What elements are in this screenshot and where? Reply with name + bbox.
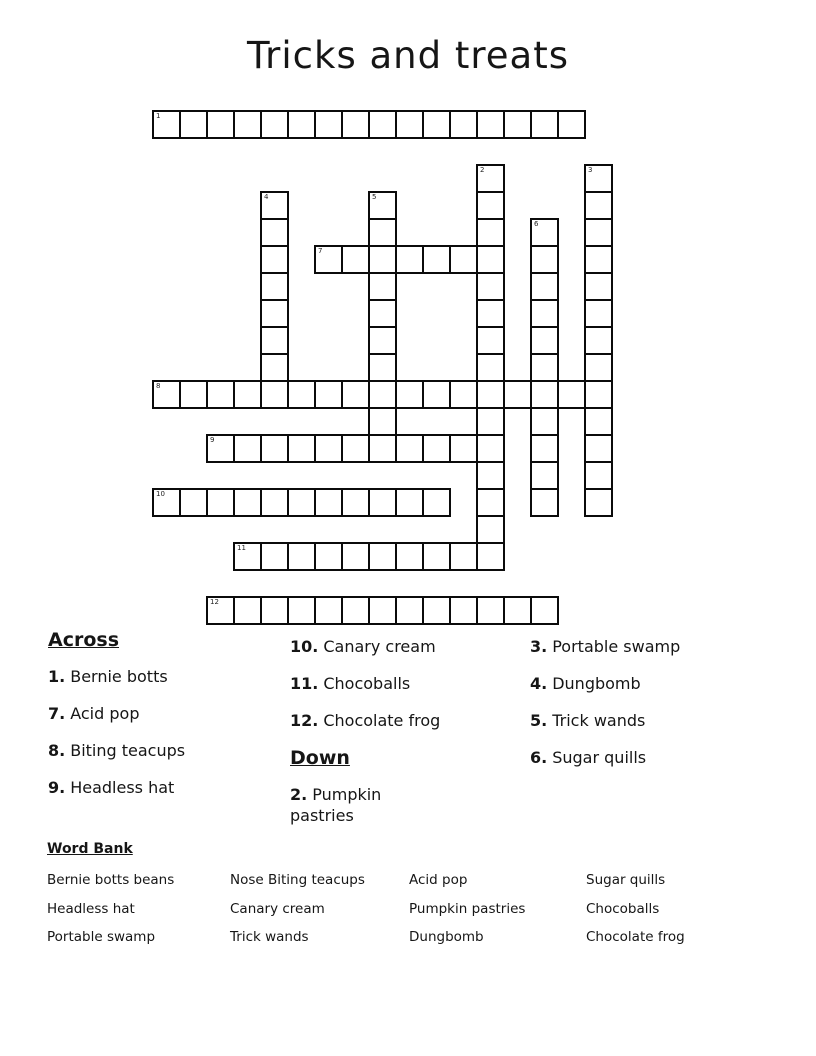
crossword-cell bbox=[476, 596, 505, 625]
crossword-cell bbox=[584, 434, 613, 463]
crossword-cell bbox=[530, 407, 559, 436]
clue-text: Biting teacups bbox=[70, 741, 186, 760]
crossword-cell bbox=[341, 542, 370, 571]
crossword-cell bbox=[584, 461, 613, 490]
crossword-cell bbox=[476, 434, 505, 463]
crossword-cell bbox=[314, 596, 343, 625]
clue-across-10 bbox=[290, 636, 495, 657]
clue-across-8 bbox=[48, 740, 283, 761]
crossword-cell bbox=[152, 488, 181, 517]
crossword-cell bbox=[476, 461, 505, 490]
word-bank-item: Bernie botts beans bbox=[47, 872, 175, 888]
crossword-cell bbox=[341, 488, 370, 517]
crossword-cell bbox=[503, 596, 532, 625]
crossword-cell bbox=[179, 110, 208, 139]
clue-text: Canary cream bbox=[323, 637, 436, 656]
word-bank-item: Headless hat bbox=[47, 900, 135, 917]
cell-number-label: 11 bbox=[237, 544, 246, 552]
crossword-cell bbox=[530, 326, 559, 355]
clue-text: Sugar quills bbox=[552, 748, 647, 767]
clue-across-7 bbox=[48, 703, 283, 724]
crossword-cell bbox=[206, 596, 235, 625]
crossword-cell bbox=[368, 191, 397, 220]
clue-number: 4. bbox=[530, 674, 548, 693]
crossword-cell bbox=[260, 596, 289, 625]
clue-text: Acid pop bbox=[70, 704, 140, 723]
crossword-cell bbox=[395, 488, 424, 517]
crossword-cell bbox=[449, 110, 478, 139]
crossword-cell bbox=[395, 110, 424, 139]
crossword-cell bbox=[179, 488, 208, 517]
crossword-cell bbox=[233, 110, 262, 139]
word-bank-column bbox=[409, 866, 586, 952]
clue-text: Dungbomb bbox=[552, 674, 641, 693]
word-bank-column bbox=[230, 866, 409, 952]
word-bank-item: Canary cream bbox=[230, 900, 325, 917]
crossword-cell bbox=[476, 542, 505, 571]
crossword-grid bbox=[152, 110, 613, 625]
cell-number-label: 3 bbox=[588, 166, 593, 174]
word-bank bbox=[47, 841, 777, 952]
clue-text: Chocoballs bbox=[323, 674, 411, 693]
crossword-cell bbox=[530, 434, 559, 463]
cell-number-label: 1 bbox=[156, 112, 161, 120]
crossword-cell bbox=[233, 434, 262, 463]
crossword-cell bbox=[368, 272, 397, 301]
crossword-cell bbox=[584, 326, 613, 355]
crossword-cell bbox=[476, 488, 505, 517]
crossword-cell bbox=[476, 245, 505, 274]
crossword-cell bbox=[557, 380, 586, 409]
crossword-cell bbox=[476, 380, 505, 409]
crossword-cell bbox=[368, 488, 397, 517]
crossword-cell bbox=[233, 488, 262, 517]
crossword-cell bbox=[395, 380, 424, 409]
crossword-cell bbox=[314, 380, 343, 409]
cell-number-label: 6 bbox=[534, 220, 539, 228]
crossword-cell bbox=[584, 353, 613, 382]
crossword-cell bbox=[368, 407, 397, 436]
cell-number-label: 2 bbox=[480, 166, 485, 174]
crossword-cell bbox=[260, 191, 289, 220]
crossword-cell bbox=[476, 164, 505, 193]
crossword-cell bbox=[368, 542, 397, 571]
crossword-cell bbox=[530, 299, 559, 328]
crossword-cell bbox=[314, 434, 343, 463]
crossword-cell bbox=[530, 110, 559, 139]
crossword-cell bbox=[152, 380, 181, 409]
clue-down-6 bbox=[530, 747, 790, 768]
crossword-cell bbox=[206, 380, 235, 409]
word-bank-column bbox=[586, 866, 777, 952]
down-heading: Down bbox=[290, 747, 350, 769]
crossword-cell bbox=[476, 218, 505, 247]
clue-number: 1. bbox=[48, 667, 66, 686]
crossword-cell bbox=[584, 407, 613, 436]
word-bank-heading: Word Bank bbox=[47, 841, 133, 857]
crossword-cell bbox=[530, 596, 559, 625]
crossword-cell bbox=[584, 272, 613, 301]
cell-number-label: 12 bbox=[210, 598, 219, 606]
cell-number-label: 8 bbox=[156, 382, 161, 390]
crossword-cell bbox=[476, 272, 505, 301]
crossword-cell bbox=[314, 245, 343, 274]
crossword-cell bbox=[260, 434, 289, 463]
crossword-cell bbox=[584, 488, 613, 517]
clue-number: 5. bbox=[530, 711, 548, 730]
clue-number: 7. bbox=[48, 704, 66, 723]
crossword-cell bbox=[422, 488, 451, 517]
crossword-cell bbox=[368, 380, 397, 409]
clue-across-9 bbox=[48, 777, 283, 798]
clue-number: 11. bbox=[290, 674, 319, 693]
crossword-cell bbox=[530, 461, 559, 490]
clue-across-1 bbox=[48, 666, 283, 687]
clue-down-4 bbox=[530, 673, 790, 694]
word-bank-item: Sugar quills bbox=[586, 872, 666, 888]
crossword-cell bbox=[476, 326, 505, 355]
crossword-cell bbox=[530, 272, 559, 301]
crossword-cell bbox=[206, 434, 235, 463]
clue-text: Headless hat bbox=[70, 778, 175, 797]
crossword-cell bbox=[260, 326, 289, 355]
crossword-cell bbox=[422, 110, 451, 139]
clue-number: 10. bbox=[290, 637, 319, 656]
crossword-cell bbox=[233, 596, 262, 625]
crossword-cell bbox=[449, 542, 478, 571]
word-bank-item: Pumpkin pastries bbox=[409, 900, 526, 917]
crossword-cell bbox=[530, 380, 559, 409]
crossword-cell bbox=[449, 245, 478, 274]
crossword-cell bbox=[449, 380, 478, 409]
clues-column-middle bbox=[290, 636, 495, 842]
across-heading: Across bbox=[48, 629, 120, 651]
clue-text: Portable swamp bbox=[552, 637, 681, 656]
crossword-cell bbox=[584, 380, 613, 409]
crossword-cell bbox=[287, 488, 316, 517]
crossword-cell bbox=[368, 326, 397, 355]
crossword-cell bbox=[422, 596, 451, 625]
cell-number-label: 7 bbox=[318, 247, 323, 255]
crossword-cell bbox=[287, 434, 316, 463]
crossword-cell bbox=[260, 110, 289, 139]
crossword-cell bbox=[395, 434, 424, 463]
crossword-cell bbox=[206, 110, 235, 139]
crossword-cell bbox=[233, 380, 262, 409]
crossword-cell bbox=[476, 353, 505, 382]
crossword-cell bbox=[422, 434, 451, 463]
crossword-cell bbox=[503, 110, 532, 139]
crossword-cell bbox=[206, 488, 235, 517]
crossword-cell bbox=[368, 299, 397, 328]
crossword-cell bbox=[341, 245, 370, 274]
crossword-cell bbox=[422, 380, 451, 409]
crossword-cell bbox=[368, 596, 397, 625]
crossword-cell bbox=[287, 596, 316, 625]
clue-down-2 bbox=[290, 784, 408, 826]
crossword-cell bbox=[503, 380, 532, 409]
word-bank-item: Portable swamp bbox=[47, 929, 156, 945]
crossword-cell bbox=[260, 299, 289, 328]
crossword-cell bbox=[449, 596, 478, 625]
crossword-cell bbox=[584, 164, 613, 193]
crossword-cell bbox=[341, 434, 370, 463]
crossword-cell bbox=[260, 218, 289, 247]
crossword-cell bbox=[368, 434, 397, 463]
crossword-cell bbox=[260, 245, 289, 274]
crossword-cell bbox=[530, 218, 559, 247]
crossword-cell bbox=[476, 110, 505, 139]
crossword-cell bbox=[260, 272, 289, 301]
crossword-cell bbox=[368, 353, 397, 382]
clue-text: Trick wands bbox=[552, 711, 646, 730]
crossword-cell bbox=[368, 110, 397, 139]
crossword-cell bbox=[395, 542, 424, 571]
clue-across-12 bbox=[290, 710, 495, 731]
crossword-cell bbox=[584, 218, 613, 247]
cell-number-label: 4 bbox=[264, 193, 269, 201]
puzzle-title: Tricks and treats bbox=[247, 34, 569, 77]
clue-number: 2. bbox=[290, 785, 308, 804]
clues-column-down bbox=[530, 636, 790, 784]
crossword-cell bbox=[395, 245, 424, 274]
crossword-cell bbox=[476, 407, 505, 436]
crossword-cell bbox=[476, 191, 505, 220]
crossword-cell bbox=[368, 245, 397, 274]
crossword-cell bbox=[341, 596, 370, 625]
crossword-cell bbox=[152, 110, 181, 139]
word-bank-item: Nose Biting teacups bbox=[230, 872, 365, 888]
clue-number: 8. bbox=[48, 741, 66, 760]
clue-down-3 bbox=[530, 636, 790, 657]
crossword-cell bbox=[584, 191, 613, 220]
word-bank-item: Acid pop bbox=[409, 872, 468, 888]
cell-number-label: 9 bbox=[210, 436, 215, 444]
clue-number: 12. bbox=[290, 711, 319, 730]
clue-text: Bernie botts bbox=[70, 667, 168, 686]
crossword-cell bbox=[422, 245, 451, 274]
crossword-cell bbox=[287, 542, 316, 571]
crossword-cell bbox=[287, 110, 316, 139]
crossword-cell bbox=[260, 542, 289, 571]
crossword-cell bbox=[314, 542, 343, 571]
crossword-cell bbox=[233, 542, 262, 571]
clues-column-across bbox=[48, 629, 283, 814]
crossword-cell bbox=[530, 245, 559, 274]
crossword-cell bbox=[584, 245, 613, 274]
cell-number-label: 5 bbox=[372, 193, 377, 201]
crossword-cell bbox=[260, 380, 289, 409]
crossword-cell bbox=[287, 380, 316, 409]
crossword-cell bbox=[368, 218, 397, 247]
word-bank-item: Dungbomb bbox=[409, 929, 484, 945]
word-bank-grid bbox=[47, 866, 777, 952]
crossword-cell bbox=[341, 380, 370, 409]
clue-number: 9. bbox=[48, 778, 66, 797]
clue-text: Pumpkin pastries bbox=[290, 785, 382, 825]
crossword-cell bbox=[422, 542, 451, 571]
crossword-cell bbox=[260, 353, 289, 382]
crossword-cell bbox=[530, 353, 559, 382]
crossword-cell bbox=[341, 110, 370, 139]
crossword-cell bbox=[476, 299, 505, 328]
crossword-cell bbox=[530, 488, 559, 517]
word-bank-item: Chocolate frog bbox=[586, 929, 685, 945]
crossword-cell bbox=[476, 515, 505, 544]
crossword-cell bbox=[557, 110, 586, 139]
crossword-cell bbox=[449, 434, 478, 463]
clue-across-11 bbox=[290, 673, 495, 694]
clue-text: Chocolate frog bbox=[323, 711, 441, 730]
crossword-cell bbox=[260, 488, 289, 517]
word-bank-item: Trick wands bbox=[230, 929, 309, 945]
word-bank-column bbox=[47, 866, 230, 952]
word-bank-item: Chocoballs bbox=[586, 900, 660, 917]
crossword-cell bbox=[179, 380, 208, 409]
clue-down-5 bbox=[530, 710, 790, 731]
crossword-cell bbox=[314, 488, 343, 517]
crossword-cell bbox=[584, 299, 613, 328]
crossword-cell bbox=[395, 596, 424, 625]
crossword-cell bbox=[314, 110, 343, 139]
clue-number: 6. bbox=[530, 748, 548, 767]
clue-number: 3. bbox=[530, 637, 548, 656]
cell-number-label: 10 bbox=[156, 490, 165, 498]
